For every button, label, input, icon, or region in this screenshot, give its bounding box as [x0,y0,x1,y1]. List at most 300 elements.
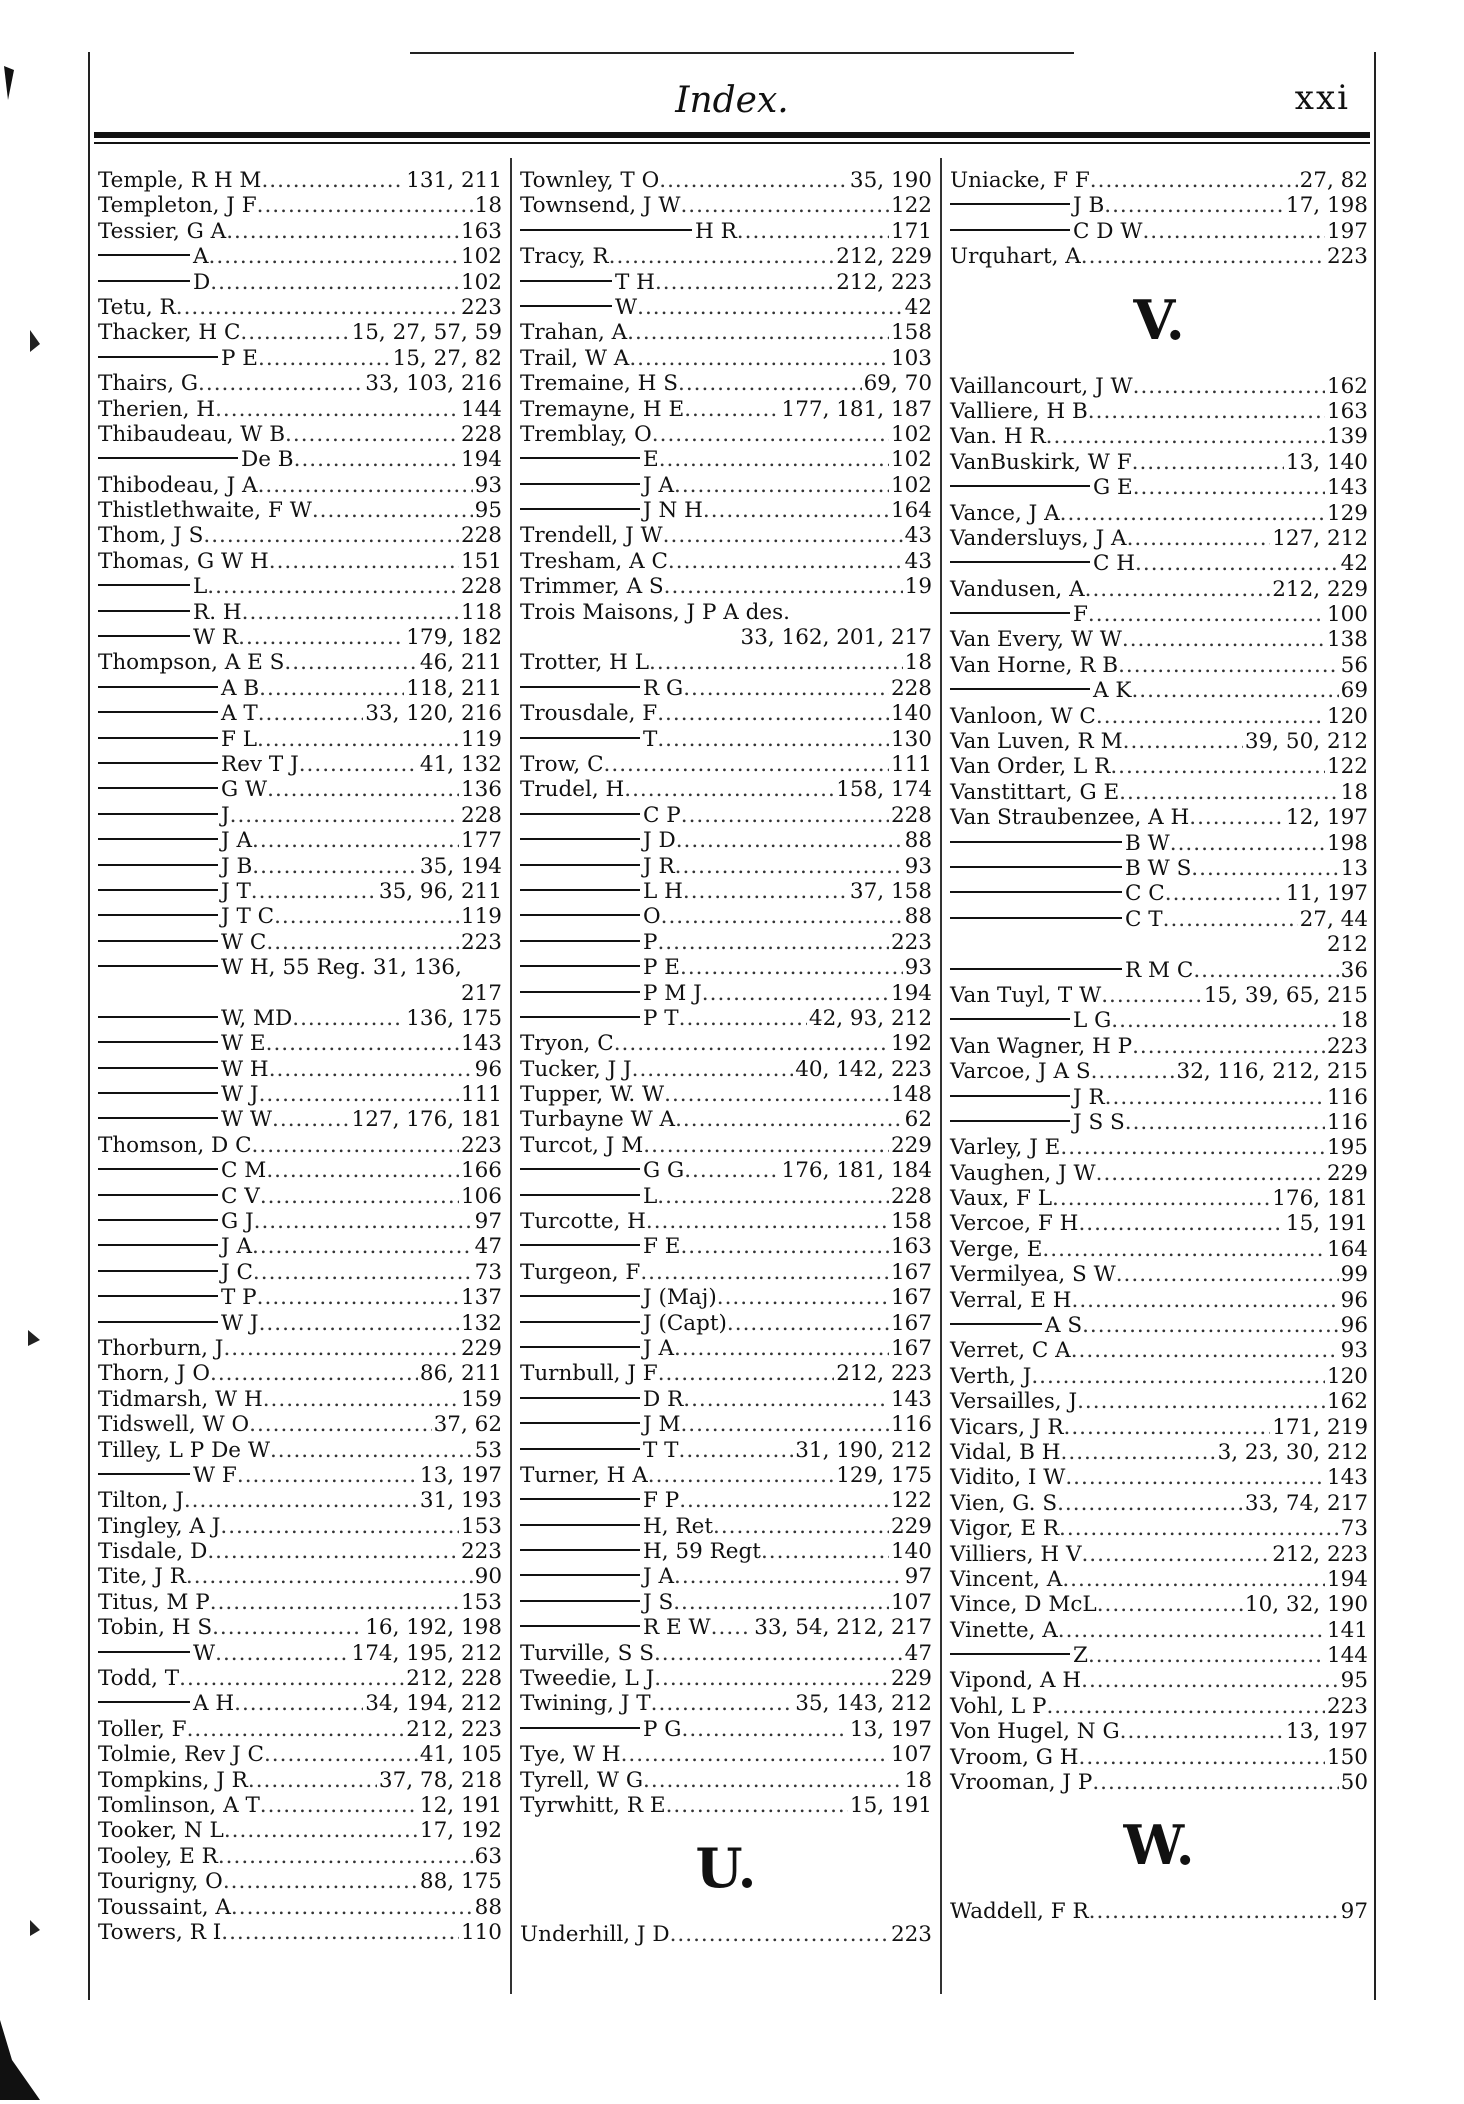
entry-name [520,701,657,726]
index-entry [520,1158,932,1183]
entry-name [98,1641,215,1666]
index-entry [950,374,1368,399]
leader-dots [234,1691,363,1716]
entry-name [98,193,257,218]
entry-name-text: W E [221,1031,266,1057]
ditto-dash [520,965,640,967]
entry-name-text: P [643,929,658,955]
index-entry [520,600,932,625]
ditto-dash [520,1727,640,1729]
entry-name-text: Tyrwhitt, R E [520,1793,666,1818]
leader-dots [1125,1110,1325,1135]
entry-name-text: Trousdale, F [520,701,658,727]
entry-name-text: Vigor, E R [950,1516,1060,1542]
index-entry [98,600,502,625]
entry-name [950,907,1163,932]
page-refs: 129, 175 [836,1462,932,1488]
leader-dots [176,295,459,320]
index-entry [950,1440,1368,1465]
ditto-dash [520,1524,640,1526]
entry-name [520,1158,684,1183]
entry-name-text: W C [221,929,267,955]
page-refs: 228 [890,802,932,828]
entry-name [98,1006,292,1031]
index-entry [98,1590,502,1615]
ditto-dash [98,1041,218,1043]
page-refs: 35, 194 [419,853,502,879]
page-refs: 140 [890,701,932,727]
index-entry [950,881,1368,906]
entry-name-text: C M [221,1158,267,1184]
leader-dots [184,1488,418,1513]
page-refs: 42 [904,294,932,320]
page-refs: 174, 195, 212 [351,1640,502,1666]
entry-name [98,676,259,701]
entry-name [950,1161,1096,1186]
entry-name-text: Vandusen, A [950,576,1085,602]
entry-name [520,473,674,498]
entry-name-text: D R [643,1386,684,1412]
entry-name-text: J T C [221,904,275,930]
page-refs: 35, 143, 212 [795,1691,932,1717]
index-entry [950,1237,1368,1262]
leader-dots [269,549,459,574]
entry-name-text: Vohl, L P [950,1693,1047,1719]
entry-name-text: G W [221,777,268,803]
ditto-dash [950,1323,1042,1325]
index-entry [950,831,1368,856]
leader-dots [240,320,349,345]
entry-name-text: Van Straubenzee, A H [950,805,1190,831]
index-entry [950,958,1368,983]
page-refs: 167 [890,1285,932,1311]
page-refs: 102 [890,472,932,498]
leader-dots [637,295,903,320]
page-refs: 103 [890,345,932,371]
entry-name-text: W H, 55 Reg. 31, 136, [221,955,462,981]
leader-dots [215,1641,349,1666]
entry-name [520,1691,651,1716]
index-entry [98,1463,502,1488]
index-entry [98,1107,502,1132]
page-refs: 100 [1326,602,1368,628]
index-entry [520,473,932,498]
entry-name-text: F L [221,726,258,752]
leader-dots [643,1133,889,1158]
ditto-dash [98,686,218,688]
page-refs: 88 [904,904,932,930]
entry-name [520,1031,614,1056]
page-refs: 3, 23, 30, 212 [1217,1439,1368,1465]
ditto-dash [98,1321,218,1323]
entry-name-text: Thacker, H C [98,320,241,346]
entry-name-text: Townsend, J W [520,193,681,219]
page-refs: 69, 70 [863,371,932,397]
ditto-dash [950,841,1122,843]
page-refs: 43 [904,523,932,549]
page-refs: 107 [890,1589,932,1615]
leader-dots [1078,1211,1283,1236]
entry-name-text: Vanloon, W C [950,703,1096,729]
index-entry [520,1133,932,1158]
leader-dots [1082,1313,1339,1338]
leader-dots [684,397,779,422]
index-entry [520,1793,932,1818]
index-entry [98,1361,502,1386]
leader-dots [675,854,903,879]
index-entry [520,1361,932,1386]
ditto-dash [520,914,640,916]
index-entry [98,828,502,853]
ditto-dash [520,813,640,815]
index-entry [98,955,502,980]
page-refs: 171, 219 [1272,1414,1368,1440]
index-entry [98,803,502,828]
leader-dots [703,498,889,523]
entry-name [950,1668,1081,1693]
leader-dots [230,803,459,828]
entry-name [520,371,678,396]
index-entry [950,907,1368,932]
leader-dots [664,1082,889,1107]
ditto-dash [950,561,1090,563]
entry-name [520,1209,646,1234]
page-refs: 118, 211 [406,675,502,701]
entry-name-text: Tresham, A C [520,548,668,574]
leader-dots [673,1590,889,1615]
index-entry [950,424,1368,449]
page-refs: 164 [890,498,932,524]
index-entry [520,981,932,1006]
entry-name [98,371,198,396]
leader-dots [674,1336,889,1361]
entry-name-text: F E [643,1234,681,1260]
page-refs: 127, 212 [1272,525,1368,551]
page-refs: 15, 39, 65, 215 [1203,982,1368,1008]
page-refs: 212, 228 [406,1666,502,1692]
ditto-dash [98,864,218,866]
entry-name-text: Van Every, W W [950,627,1122,653]
leader-dots [674,473,889,498]
leader-dots [657,930,888,955]
ditto-dash [520,889,640,891]
ditto-dash [98,787,218,789]
leader-dots [1101,983,1202,1008]
leader-dots [270,1438,473,1463]
ditto-dash [950,866,1122,868]
entry-name-text: Tucker, J J [520,1056,632,1082]
page-refs: 132 [460,1310,502,1336]
leader-dots [264,1742,418,1767]
entry-name-text: C C [1125,881,1165,907]
leader-dots [727,1311,889,1336]
leader-dots [231,1895,473,1920]
page-title: Index. [675,80,789,121]
index-entry [98,981,502,1006]
page-refs: 212, 229 [1272,576,1368,602]
page-refs: 41, 132 [419,751,502,777]
entry-name-text: Vien, G. S [950,1490,1058,1516]
section-letter: W. [1123,1813,1195,1878]
index-entry [98,1641,502,1666]
leader-dots [252,1234,473,1259]
index-entry [950,1338,1368,1363]
index-entry [950,729,1368,754]
entry-name-text: J S S [1073,1109,1125,1135]
index-entry [950,1389,1368,1414]
leader-dots [260,1184,459,1209]
leader-dots [1096,1161,1325,1186]
header-rule-thin [94,142,1370,144]
entry-name [950,1440,1061,1465]
page-refs: 13, 197 [419,1462,502,1488]
index-entry [950,526,1368,551]
page-number: xxi [1294,78,1350,118]
index-entry [950,501,1368,526]
entry-name [98,397,215,422]
entry-name [98,1691,234,1716]
ditto-dash [520,457,640,459]
index-entry [950,1745,1368,1770]
index-entry [520,1311,932,1336]
entry-name-text: O [643,904,661,930]
index-entry [950,1211,1368,1236]
entry-name-text: Trudel, H [520,777,625,803]
entry-name [98,1260,253,1285]
leader-dots [1065,1465,1325,1490]
entry-name-text: Vicars, J R [950,1414,1064,1440]
entry-name-text: Vrooman, J P [950,1770,1093,1796]
page-refs: 102 [460,269,502,295]
entry-name-text: Vaillancourt, J W [950,373,1133,399]
index-entry [98,168,502,193]
leader-dots [680,1234,889,1259]
ditto-dash [98,457,238,459]
entry-name [98,320,240,345]
page-refs: 167 [890,1335,932,1361]
index-entry [98,777,502,802]
entry-name [520,447,659,472]
entry-name-text: Vince, D McL [950,1592,1097,1618]
leader-dots [679,1006,807,1031]
index-entry [98,473,502,498]
ditto-dash [950,485,1090,487]
entry-name-text: Tremayne, H E [520,396,685,422]
page-refs: 153 [460,1589,502,1615]
entry-name [98,1285,257,1310]
ditto-dash [520,1168,640,1170]
leader-dots [238,625,404,650]
entry-name [520,549,668,574]
entry-name [950,526,1127,551]
entry-name [950,1491,1057,1516]
leader-dots [1042,1237,1325,1262]
entry-name-text: Z [1073,1643,1088,1669]
entry-name-text: Vidito, I W [950,1465,1066,1491]
page-refs: 106 [460,1183,502,1209]
index-entry [98,1615,502,1640]
entry-name-text: Therien, H [98,396,216,422]
page-refs: 73 [474,1259,502,1285]
entry-name [520,1006,679,1031]
page-refs: 16, 192, 198 [365,1615,502,1641]
entry-name [950,678,1131,703]
entry-name-text: G J [221,1209,254,1235]
page-refs: 27, 44 [1299,906,1368,932]
entry-name-text: Titus, M P [98,1589,210,1615]
page-refs: 15, 191 [849,1793,932,1818]
ditto-dash [520,508,640,510]
entry-name [98,854,252,879]
entry-name [950,1211,1078,1236]
index-entry [520,1006,932,1031]
entry-name-text: L [643,1183,658,1209]
entry-name [950,1899,1089,1924]
leader-dots [680,1412,888,1437]
index-entry [98,270,502,295]
entry-name-text: Tooley, E R [98,1843,218,1869]
entry-name [950,475,1133,500]
index-entry [950,1085,1368,1110]
entry-name [950,501,1060,526]
entry-name-text: Thistlethwaite, F W [98,498,312,524]
index-entry [98,1260,502,1285]
entry-name-text: Valliere, H B [950,398,1088,424]
leader-dots [186,1564,473,1589]
leader-dots [179,1666,404,1691]
entry-name-text: Rev T J [221,751,299,777]
index-entry [98,1057,502,1082]
index-entry [520,320,932,345]
index-entry [520,1615,932,1640]
entry-name [520,1463,648,1488]
entry-name-text: W W [221,1107,273,1133]
page-refs: 119 [460,904,502,930]
entry-name [520,1922,670,1947]
leader-dots [223,1869,418,1894]
index-entry [950,805,1368,830]
entry-name [520,955,680,980]
leader-dots [1064,1415,1271,1440]
entry-name [950,219,1142,244]
leader-dots [1062,1567,1325,1592]
leader-dots [621,1742,889,1767]
index-entry [520,574,932,599]
entry-name [98,168,261,193]
page-refs: 140 [890,1539,932,1565]
index-entry [520,523,932,548]
index-entry [950,1694,1368,1719]
column-divider-2 [940,158,942,1994]
page-refs: 122 [890,193,932,219]
index-entry [520,1209,932,1234]
entry-name-text: Verral, E H [950,1287,1072,1313]
ditto-dash [98,584,190,586]
index-entry [950,1313,1368,1338]
page-refs: 143 [1326,1465,1368,1491]
index-entry [98,879,502,904]
entry-name [950,1186,1052,1211]
index-entry [520,1590,932,1615]
ditto-dash [98,610,190,612]
leader-dots [680,193,889,218]
entry-name-text: Trimmer, A S [520,574,664,600]
leader-dots [679,1488,889,1513]
page-refs: 223 [1326,244,1368,270]
page-refs: 19 [904,574,932,600]
index-entry [950,1618,1368,1643]
index-entry [98,422,502,447]
leader-dots [260,1793,418,1818]
leader-dots [1088,399,1325,424]
leader-dots [1077,1389,1325,1414]
index-entry [98,1666,502,1691]
entry-name [520,854,675,879]
entry-name-text: C V [221,1183,260,1209]
leader-dots [614,1031,889,1056]
entry-name-text: Vanstittart, G E [950,779,1120,805]
page-refs: 35, 190 [849,168,932,193]
page-refs: 11, 197 [1285,881,1368,907]
page-refs: 33, 54, 212, 217 [754,1615,932,1641]
index-entry [520,1285,932,1310]
page-refs: 228 [460,802,502,828]
leader-dots [683,676,889,701]
entry-name-text: Turner, H A [520,1462,648,1488]
entry-name [98,701,258,726]
ditto-dash [520,1448,640,1450]
entry-name [520,650,649,675]
index-entry [950,1592,1368,1617]
index-entry [520,168,932,193]
leader-dots [668,549,903,574]
index-entry [520,1641,932,1666]
index-entry [520,1922,932,1947]
leader-dots [272,1107,350,1132]
page-refs: 88, 175 [419,1869,502,1895]
entry-name-text: Van Wagner, H P [950,1033,1133,1059]
entry-name [520,320,627,345]
entry-name [520,346,629,371]
index-entry [520,1539,932,1564]
entry-name [950,244,1081,269]
index-entry [520,879,932,904]
index-entry [98,650,502,675]
index-entry [520,1564,932,1589]
page-refs: 167 [890,1259,932,1285]
index-entry [98,244,502,269]
entry-name-text: Tupper, W. W [520,1082,665,1108]
entry-name [520,1361,658,1386]
entry-name-text: Tryon, C [520,1031,614,1057]
leader-dots [1111,1008,1338,1033]
leader-dots [254,1209,473,1234]
leader-dots [1079,1745,1325,1770]
entry-name-text: Van Luven, R M [950,729,1123,755]
page-refs: 33, 74, 217 [1244,1490,1368,1516]
leader-dots [1071,1288,1338,1313]
section-letter: U. [695,1836,757,1901]
entry-name [950,729,1123,754]
entry-name-text: J D [643,828,676,854]
leader-dots [1122,627,1325,652]
leader-dots [1135,551,1339,576]
entry-name [98,1666,179,1691]
leader-dots [252,828,459,853]
page-refs: 122 [1326,754,1368,780]
page-refs: 228 [460,421,502,447]
leader-dots [249,1412,431,1437]
